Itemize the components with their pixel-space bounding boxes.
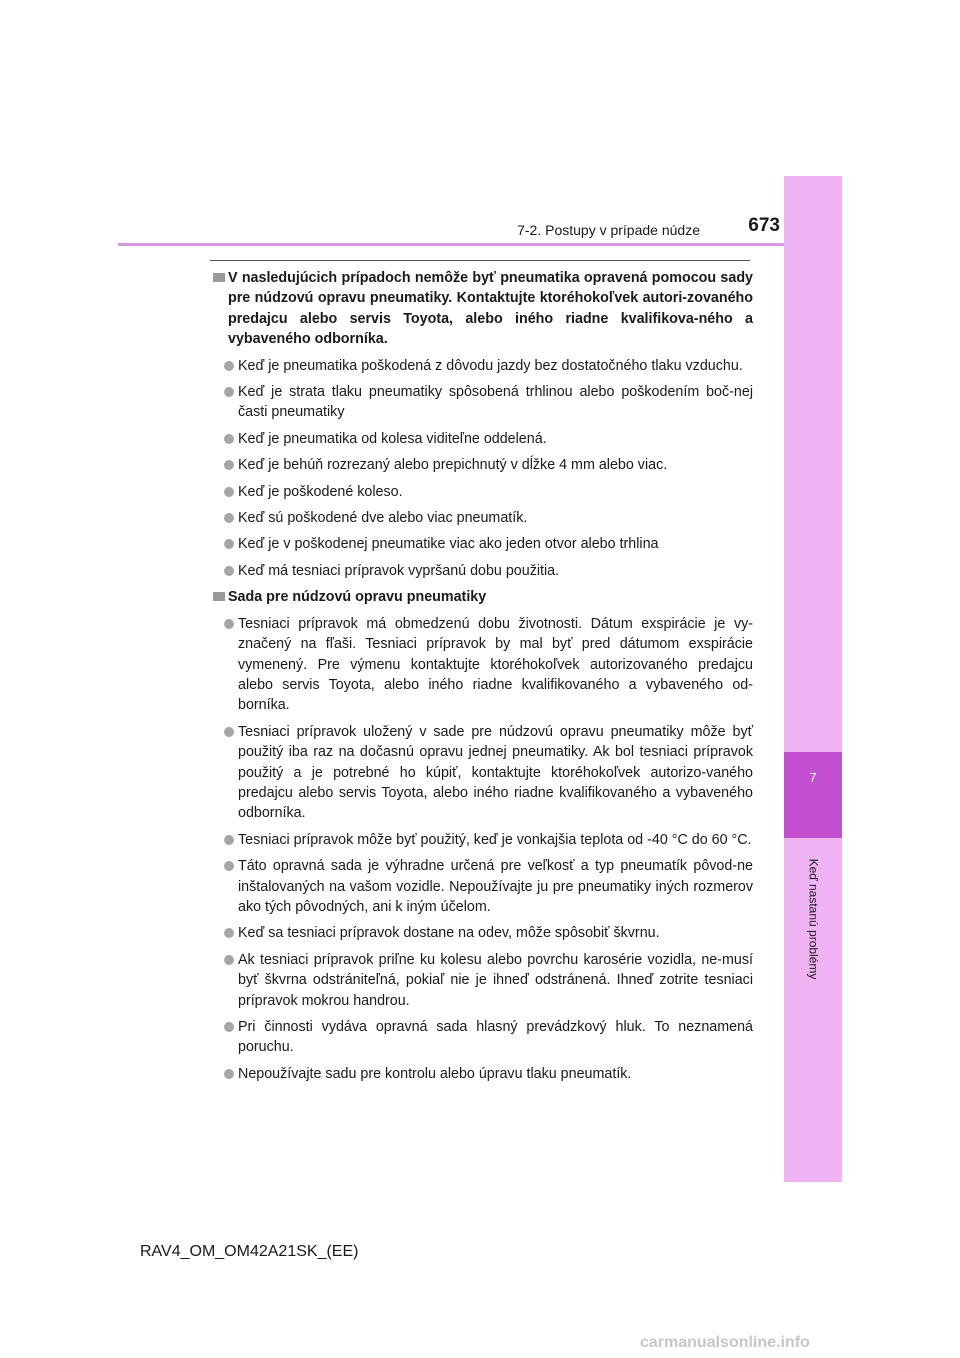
list-item — [224, 356, 753, 376]
circle-bullet-icon — [224, 955, 234, 965]
circle-bullet-icon — [224, 513, 234, 523]
header-divider — [118, 243, 784, 246]
list-item-text: Tesniaci prípravok má obmedzenú dobu životnosti. Dátum exspirácie je vy-značený na fľaši. Tesniaci prípravok by mal byť pred dátumom exspirácie vymenený. Pre výmenu kontaktujte ktoréhokoľvek autorizovaného predajcu alebo servis Toyota, alebo iného riadne kvalifikovaného a vybaveného od-borníka. — [238, 615, 753, 714]
list-item — [224, 508, 753, 528]
list-item — [224, 455, 753, 475]
document-code: RAV4_OM_OM42A21SK_(EE) — [140, 1243, 359, 1260]
list-item — [224, 856, 753, 917]
list-item — [224, 1017, 753, 1058]
list-item-text: Nepoužívajte sadu pre kontrolu alebo úpravu tlaku pneumatík. — [238, 1065, 632, 1082]
list-item — [224, 923, 753, 943]
circle-bullet-icon — [224, 928, 234, 938]
list-item — [224, 382, 753, 423]
list-item-text: Keď je pneumatika poškodená z dôvodu jazdy bez dostatočného tlaku vzduchu. — [238, 357, 743, 374]
list-item-text: Táto opravná sada je výhradne určená pre veľkosť a typ pneumatík pôvod-ne inštalovaných na vašom vozidle. Nepoužívajte ju pre pneumatiky iných rozmerov ako tých pôvodných, ani k iným účelom. — [238, 858, 753, 915]
list-item — [224, 722, 753, 824]
list-item — [224, 429, 753, 449]
circle-bullet-icon — [224, 619, 234, 629]
section-title: 7-2. Postupy v prípade núdze — [517, 222, 700, 238]
square-bullet-icon — [213, 592, 225, 601]
list-item-text: Keď je strata tlaku pneumatiky spôsobená trhlinou alebo poškodením boč-nej časti pneumatiky — [238, 384, 753, 421]
circle-bullet-icon — [224, 460, 234, 470]
chapter-title: Keď nastanú problémy — [806, 858, 820, 980]
main-content — [213, 268, 753, 1084]
list-item — [224, 482, 753, 502]
circle-bullet-icon — [224, 387, 234, 397]
square-bullet-icon — [213, 273, 225, 282]
list-item — [224, 950, 753, 1011]
list-item — [224, 830, 753, 850]
list-item — [224, 1064, 753, 1084]
chapter-number: 7 — [809, 770, 817, 785]
list-item-text: Pri činnosti vydáva opravná sada hlasný prevádzkový hluk. To neznamená poruchu. — [238, 1019, 753, 1056]
circle-bullet-icon — [224, 835, 234, 845]
list-item-text: Keď je behúň rozrezaný alebo prepichnutý v dĺžke 4 mm alebo viac. — [238, 457, 668, 474]
list-item-text: Keď je pneumatika od kolesa viditeľne oddelená. — [238, 430, 547, 447]
circle-bullet-icon — [224, 566, 234, 576]
circle-bullet-icon — [224, 434, 234, 444]
list-item — [224, 561, 753, 581]
circle-bullet-icon — [224, 861, 234, 871]
circle-bullet-icon — [224, 361, 234, 371]
circle-bullet-icon — [224, 487, 234, 497]
section-heading-text: V nasledujúcich prípadoch nemôže byť pneumatika opravená pomocou sady pre núdzovú opravu pneumatiky. Kontaktujte ktoréhokoľvek autori-zovaného predajcu alebo servis Toyota, alebo iného riadne kvalifikova-ného a vybaveného odborníka. — [228, 270, 753, 348]
circle-bullet-icon — [224, 1069, 234, 1079]
list-item — [224, 614, 753, 716]
chapter-number-block — [784, 752, 842, 838]
page-number: 673 — [748, 215, 780, 236]
circle-bullet-icon — [224, 1022, 234, 1032]
list-item-text: Keď má tesniaci prípravok vypršanú dobu použitia. — [238, 562, 560, 579]
list-item-text: Ak tesniaci prípravok priľne ku kolesu alebo povrchu karosérie vozidla, ne-musí byť škvrna odstrániteľná, pokiaľ nie je ihneď odstránená. Ihneď zotrite tesniaci prípravok mokrou handrou. — [238, 951, 753, 1009]
section-heading — [213, 587, 753, 607]
list-item-text: Keď je poškodené koleso. — [238, 483, 403, 500]
watermark: carmanualsonline.info — [640, 1334, 810, 1351]
list-item — [224, 534, 753, 554]
list-item-text: Keď sa tesniaci prípravok dostane na odev, môže spôsobiť škvrnu. — [238, 925, 660, 942]
list-item-text: Tesniaci prípravok uložený v sade pre núdzovú opravu pneumatiky môže byť použitý iba raz na dočasnú opravu jednej pneumatiky. Ak bol tesniaci prípravok použitý a je potrebné ho kúpiť, kontaktujte ktoréhokoľvek autorizo-vaného predajcu alebo servis Toyota, alebo iného riadne kvalifikovaného a vybaveného odborníka. — [238, 723, 753, 822]
chapter-side-tab — [784, 176, 842, 1182]
content-top-rule — [210, 260, 750, 261]
list-item-text: Tesniaci prípravok môže byť použitý, keď je vonkajšia teplota od -40 °C do 60 °C. — [238, 831, 752, 848]
circle-bullet-icon — [224, 727, 234, 737]
circle-bullet-icon — [224, 539, 234, 549]
section-heading — [213, 268, 753, 350]
list-item-text: Keď sú poškodené dve alebo viac pneumatík. — [238, 510, 528, 527]
chapter-title-vertical — [782, 858, 844, 980]
section-heading-text: Sada pre núdzovú opravu pneumatiky — [228, 589, 487, 606]
list-item-text: Keď je v poškodenej pneumatike viac ako jeden otvor alebo trhlina — [238, 536, 659, 553]
